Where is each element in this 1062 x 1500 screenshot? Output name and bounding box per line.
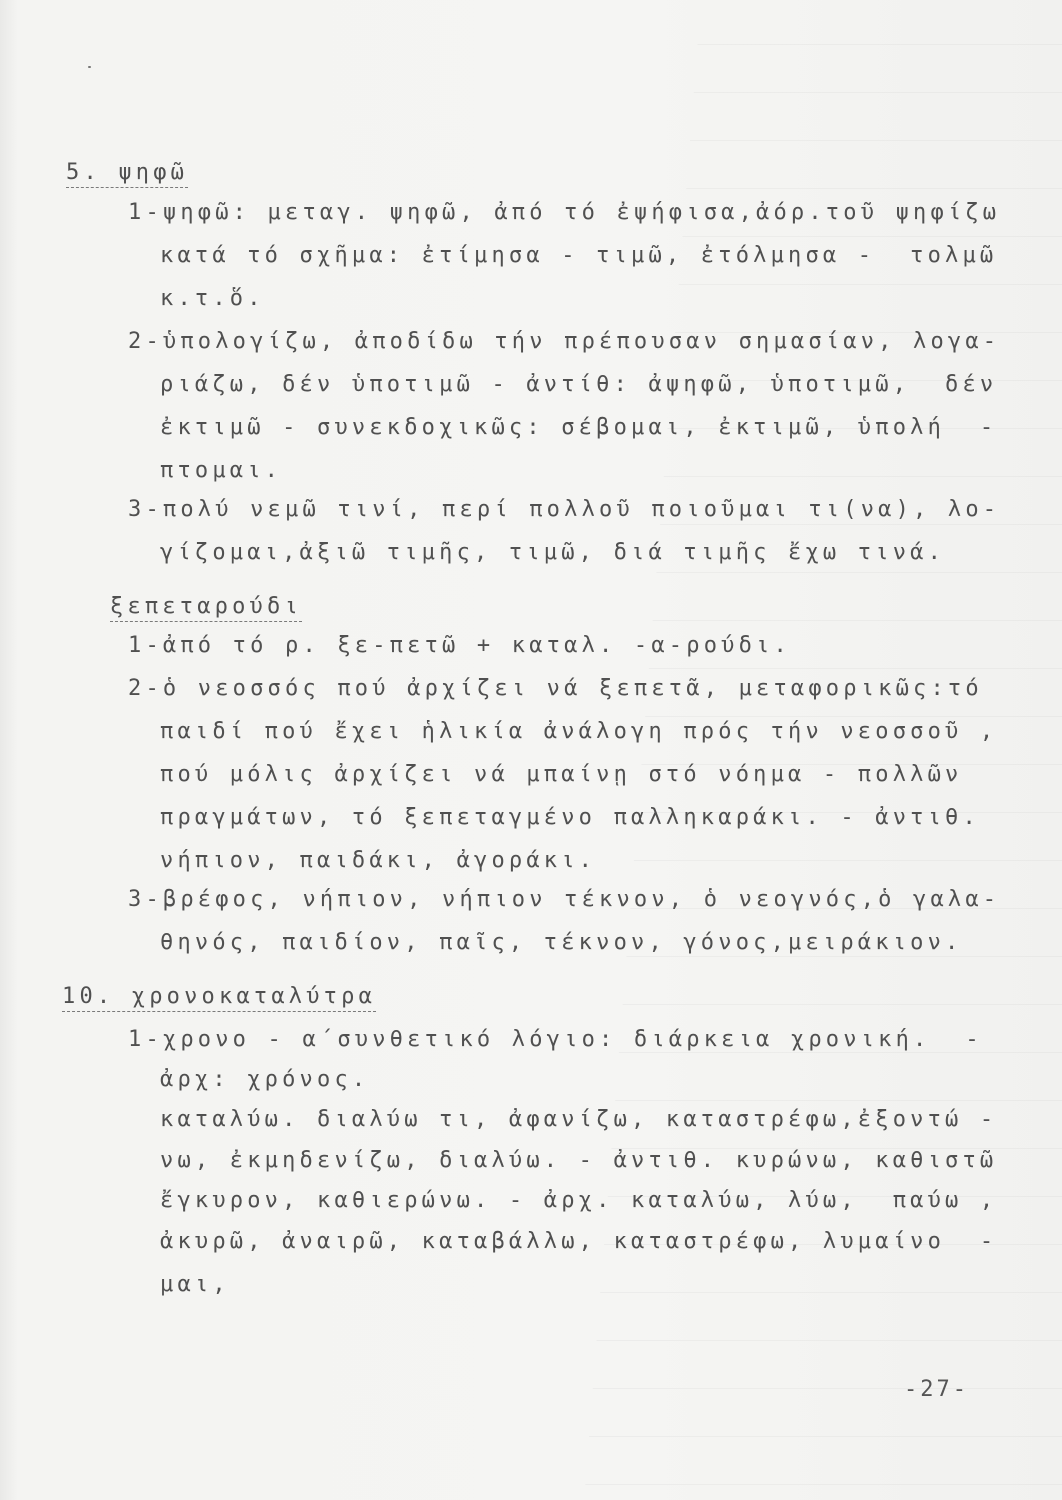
entry-heading-chronokatalytra: 10. χρονοκαταλύτρα (62, 984, 376, 1009)
entry-heading-psifo: 5. ψηφῶ (66, 160, 188, 185)
text-line: πού μόλις ἀρχίζει νά μπαίνῃ στό νόημα - πολλῶν (160, 762, 963, 787)
text-line: θηνός, παιδίον, παῖς, τέκνον, γόνος,μειράκιον. (160, 930, 963, 955)
text-line: 3-βρέφος, νήπιον, νήπιον τέκνον, ὁ νεογνός,ὁ γαλα- (128, 887, 1001, 912)
text-line: ἀρχ: χρόνος. (160, 1067, 370, 1092)
paper-speck (88, 66, 91, 68)
entry-heading-xepetaroudi: ξεπεταρούδι (110, 594, 302, 619)
text-line: κατά τό σχῆμα: ἐτίμησα - τιμῶ, ἐτόλμησα - τολμῶ (160, 243, 998, 268)
text-line: ἔγκυρον, καθιερώνω. - ἀρχ. καταλύω, λύω, παύω , (160, 1188, 998, 1213)
text-line: ἐκτιμῶ - συνεκδοχικῶς: σέβομαι, ἐκτιμῶ, ὑπολή - (160, 415, 998, 440)
text-line: παιδί πού ἔχει ἡλικία ἀνάλογη πρός τήν νεοσσοῦ , (160, 719, 998, 744)
text-line: νω, ἐκμηδενίζω, διαλύω. - ἀντιθ. κυρώνω, καθιστῶ (160, 1148, 998, 1173)
text-line: καταλύω. διαλύω τι, ἀφανίζω, καταστρέφω,ἐξοντώ - (160, 1107, 998, 1132)
text-line: νήπιον, παιδάκι, ἀγοράκι. (160, 848, 597, 873)
text-line: ἀκυρῶ, ἀναιρῶ, καταβάλλω, καταστρέφω, λυμαίνο - (160, 1229, 998, 1254)
text-line: γίζομαι,ἀξιῶ τιμῆς, τιμῶ, διά τιμῆς ἔχω τινά. (160, 540, 946, 565)
text-line: πραγμάτων, τό ξεπεταγμένο παλληκαράκι. - ἀντιθ. (160, 805, 980, 830)
text-line: 3-πολύ νεμῶ τινί, περί πολλοῦ ποιοῦμαι τι(να), λο- (128, 497, 1001, 522)
text-line: 2-ὑπολογίζω, ἀποδίδω τήν πρέπουσαν σημασίαν, λογα- (128, 329, 1001, 354)
text-line: 1-χρονο - α΄συνθετικό λόγιο: διάρκεια χρονική. - (128, 1027, 983, 1052)
text-line: μαι, (160, 1272, 230, 1297)
text-line: πτομαι. (160, 458, 283, 483)
text-line: 1-ψηφῶ: μεταγ. ψηφῶ, ἀπό τό ἐψήφισα,ἀόρ.τοῦ ψηφίζω (128, 200, 1001, 225)
text-line: κ.τ.ὅ. (160, 286, 265, 311)
text-line: 1-ἀπό τό ρ. ξε-πετῶ + καταλ. -α-ρούδι. (128, 633, 791, 658)
text-line: 2-ὁ νεοσσός πού ἀρχίζει νά ξεπετᾶ, μεταφορικῶς:τό (128, 676, 983, 701)
text-line: ριάζω, δέν ὑποτιμῶ - ἀντίθ: ἀψηφῶ, ὑποτιμῶ, δέν (160, 372, 998, 397)
page-number: -27- (904, 1377, 969, 1402)
